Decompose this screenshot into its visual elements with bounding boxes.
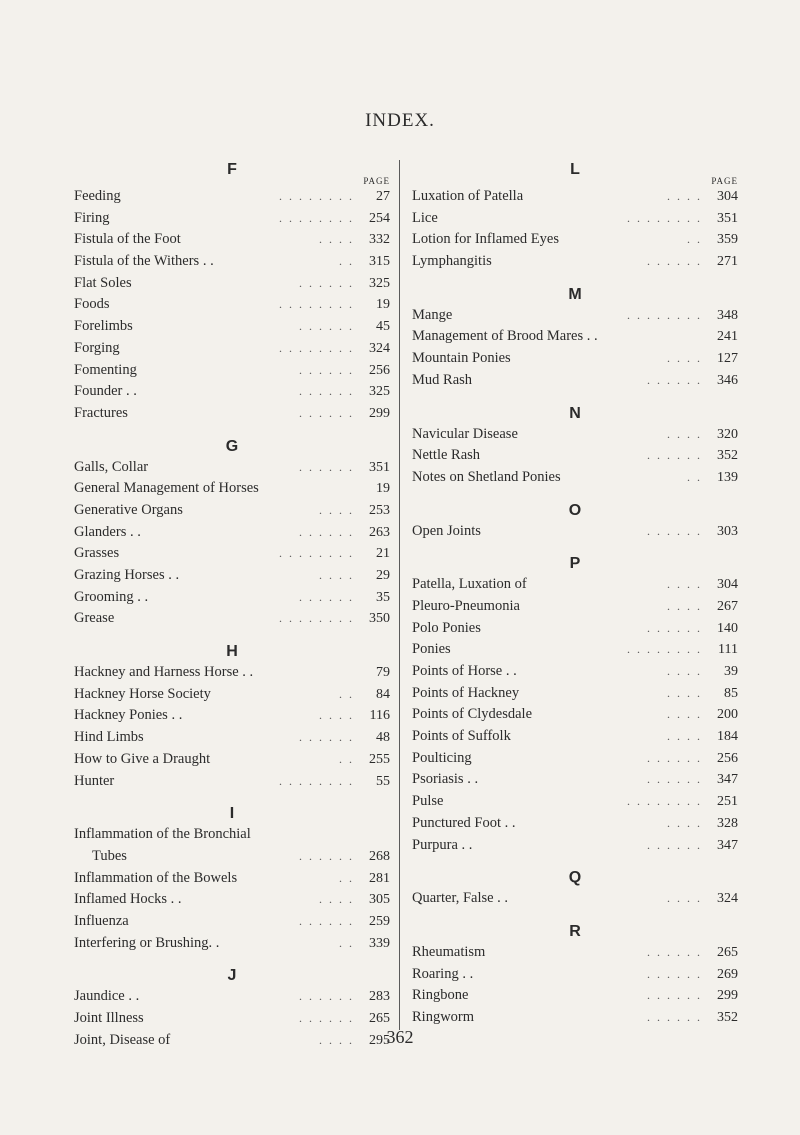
entry-name: Joint Illness: [74, 1010, 144, 1026]
index-entry: [412, 596, 738, 618]
entry-leader-dots: . . . . . .: [647, 944, 702, 959]
page-number: 362: [386, 1027, 414, 1047]
entry-page: 140: [717, 620, 738, 636]
entry-page: 19: [376, 297, 390, 313]
section-letter: G: [225, 437, 239, 455]
entry-leader-dots: . . . .: [319, 502, 354, 517]
entry-page: 269: [717, 966, 738, 982]
entry-page: 295: [369, 1032, 390, 1048]
index-section-p: [412, 554, 738, 856]
entry-page: 352: [717, 448, 738, 464]
section-letter: J: [227, 967, 237, 985]
entry-leader-dots: . . . .: [667, 891, 702, 906]
index-entry: [74, 294, 390, 316]
entry-name: Hackney Ponies . .: [74, 707, 183, 724]
index-entry: [74, 684, 390, 706]
index-entry: [74, 911, 390, 933]
entry-leader-dots: . .: [339, 935, 354, 950]
entry-name: Generative Organs: [74, 501, 183, 518]
entry-name: Jaundice . .: [74, 988, 140, 1005]
entry-leader-dots: . . . .: [667, 685, 702, 700]
index-entry: [74, 500, 390, 522]
index-entry: [74, 565, 390, 587]
entry-leader-dots: . . . . . .: [299, 848, 354, 863]
entry-name: Mange: [412, 306, 453, 323]
entry-page: 259: [369, 913, 390, 929]
entry-name: Hind Limbs: [74, 729, 144, 746]
index-entry: [74, 186, 390, 208]
entry-name: Hackney Horse Society: [74, 685, 211, 702]
entry-leader-dots: . . . . . .: [647, 837, 702, 852]
entry-leader-dots: . .: [339, 870, 354, 885]
entry-page: 253: [369, 502, 390, 518]
entry-leader-dots: . .: [687, 232, 702, 247]
index-entry: [412, 683, 738, 705]
entry-name: Glanders . .: [74, 523, 141, 540]
entry-name: Ponies: [412, 641, 451, 658]
entry-page: 346: [717, 372, 738, 388]
entry-page: 324: [717, 891, 738, 907]
index-entry: [412, 326, 738, 348]
entry-page: 27: [376, 189, 390, 204]
entry-page: 29: [376, 568, 390, 583]
index-entry: [412, 445, 738, 467]
entry-name: Points of Horse . .: [412, 663, 517, 679]
entry-page: 281: [369, 870, 390, 886]
index-entry: [412, 835, 738, 857]
index-entry: [412, 574, 738, 596]
entry-leader-dots: . . . .: [667, 729, 702, 744]
entry-name: Pulse: [412, 793, 444, 810]
entry-name: Mud Rash: [412, 371, 473, 388]
section-letter: F: [227, 161, 237, 178]
entry-leader-dots: . . . . . .: [299, 459, 354, 474]
index-entry: [412, 748, 738, 770]
entry-name: Patella, Luxation of: [412, 576, 527, 593]
entry-name: Forelimbs: [74, 318, 133, 335]
entry-name: Inflammation of the Bowels: [74, 869, 238, 886]
entry-page: 351: [369, 459, 390, 475]
index-entry: [412, 791, 738, 813]
entry-leader-dots: . .: [339, 254, 354, 269]
entry-page: 45: [376, 319, 390, 335]
entry-page: 116: [369, 708, 390, 724]
entry-page: 254: [369, 210, 390, 226]
section-letter: Q: [568, 869, 582, 887]
index-section-n: [412, 404, 738, 489]
section-letter: H: [226, 643, 238, 661]
index-section-o: [412, 501, 738, 543]
entry-leader-dots: . . . .: [667, 577, 702, 592]
entry-leader-dots: . . . . . .: [647, 1009, 702, 1024]
entry-page: 352: [717, 1009, 738, 1025]
column-divider: [399, 160, 400, 1030]
index-entry: [412, 521, 738, 543]
entry-page: 256: [369, 362, 390, 378]
entry-leader-dots: . . . . . .: [299, 730, 354, 745]
entry-page: 19: [376, 481, 390, 497]
entry-name: Feeding: [74, 188, 121, 204]
entry-name: Grazing Horses . .: [74, 567, 180, 583]
entry-name: Influenza: [74, 912, 129, 929]
entry-name: Fistula of the Foot: [74, 231, 181, 248]
index-entry: [74, 316, 390, 338]
entry-name: Ringworm: [412, 1008, 475, 1025]
entry-leader-dots: . . . .: [319, 708, 354, 723]
entry-page: 263: [369, 524, 390, 540]
entry-name: Lymphangitis: [412, 253, 492, 270]
entry-leader-dots: . . . . . .: [299, 913, 354, 928]
entry-leader-dots: . . . . . . . .: [279, 546, 354, 561]
entry-leader-dots: . . . . . .: [299, 405, 354, 420]
entry-leader-dots: . . . .: [667, 815, 702, 830]
index-section-h: [74, 642, 390, 792]
index-section-r: [412, 922, 738, 1029]
section-letter: N: [569, 404, 581, 422]
entry-leader-dots: . . . . . . . .: [627, 642, 702, 657]
entry-page: 304: [717, 189, 738, 204]
index-entry: [412, 618, 738, 640]
entry-name: Points of Clydesdale: [412, 706, 533, 723]
index-entry: [412, 208, 738, 230]
index-section-i: [74, 804, 390, 954]
entry-page: 347: [717, 772, 738, 788]
entry-name: Points of Hackney: [412, 684, 520, 701]
entry-leader-dots: . . . . . .: [647, 750, 702, 765]
entry-name: Fractures: [74, 404, 128, 421]
index-entry: [74, 360, 390, 382]
index-entry: [412, 251, 738, 273]
entry-page: 84: [376, 686, 390, 702]
index-entry: [412, 639, 738, 661]
entry-name: How to Give a Draught: [74, 750, 211, 767]
index-entry: [74, 403, 390, 425]
entry-page: 265: [717, 944, 738, 960]
entry-name: Joint, Disease of: [74, 1031, 171, 1048]
entry-name: Tubes: [92, 847, 127, 864]
entry-leader-dots: . . . .: [667, 707, 702, 722]
entry-leader-dots: . . . . . .: [647, 620, 702, 635]
entry-leader-dots: . . . . . . . .: [627, 794, 702, 809]
index-section-m: [412, 285, 738, 392]
entry-name: General Management of Horses: [74, 480, 259, 497]
index-entry: [74, 749, 390, 771]
entry-leader-dots: . . . . . . . .: [279, 297, 354, 312]
index-entry: [74, 933, 390, 955]
entry-page: 48: [376, 730, 390, 746]
entry-leader-dots: . . . . . .: [647, 372, 702, 387]
entry-name: Open Joints: [412, 522, 481, 539]
entry-name: Inflamed Hocks . .: [74, 891, 182, 908]
index-entry: [74, 846, 390, 868]
index-entry: [412, 769, 738, 791]
index-section-g: [74, 437, 390, 631]
entry-page: 39: [724, 664, 738, 679]
index-entry: [74, 381, 390, 403]
index-entry: [412, 964, 738, 986]
entry-page: 350: [369, 611, 390, 627]
entry-page: 139: [717, 469, 738, 485]
entry-page: 55: [376, 773, 390, 789]
entry-page: 348: [717, 307, 738, 323]
entry-page: 325: [369, 275, 390, 291]
entry-leader-dots: . .: [339, 686, 354, 701]
entry-name: Psoriasis . .: [412, 771, 479, 788]
entry-name: Flat Soles: [74, 274, 132, 291]
entry-page: 21: [376, 546, 390, 562]
entry-name: Mountain Ponies: [412, 350, 511, 367]
entry-name: Purpura . .: [412, 836, 473, 853]
entry-leader-dots: . . . . . .: [647, 448, 702, 463]
index-entry: [74, 478, 390, 500]
entry-name: Punctured Foot . .: [412, 814, 516, 831]
entry-name: Hackney and Harness Horse . .: [74, 664, 254, 681]
entry-leader-dots: . . . . . . . .: [279, 189, 354, 203]
index-entry: [412, 661, 738, 683]
entry-leader-dots: . . . . . .: [647, 523, 702, 538]
entry-name: Grease: [74, 610, 115, 627]
index-entry: [74, 608, 390, 630]
entry-name: Lice: [412, 209, 438, 226]
index-entry: [74, 889, 390, 911]
index-entry: [74, 229, 390, 251]
entry-name: Forging: [74, 339, 120, 356]
entry-leader-dots: . . . . . . . .: [627, 210, 702, 225]
entry-name: Pleuro-Pneumonia: [412, 597, 520, 614]
entry-page: 268: [369, 848, 390, 864]
entry-page: 332: [369, 232, 390, 248]
index-entry: [74, 457, 390, 479]
index-entry: [74, 208, 390, 230]
entry-leader-dots: . .: [339, 751, 354, 766]
entry-page: 265: [369, 1011, 390, 1026]
entry-leader-dots: . . . . . .: [647, 966, 702, 981]
entry-leader-dots: . . . .: [319, 232, 354, 247]
index-entry: [74, 705, 390, 727]
entry-page: 111: [718, 642, 738, 658]
entry-page: 325: [369, 384, 390, 400]
index-entry: [412, 305, 738, 327]
index-entry: [74, 662, 390, 684]
entry-name: Fistula of the Withers . .: [74, 253, 214, 270]
index-column-right: [412, 160, 738, 1029]
index-entry: [412, 370, 738, 392]
entry-leader-dots: . . . .: [667, 189, 702, 203]
entry-page: 351: [717, 210, 738, 226]
index-section-f: [74, 160, 390, 425]
index-section-l: [412, 160, 738, 273]
entry-leader-dots: . . . . . .: [647, 772, 702, 787]
entry-name: Grasses: [74, 545, 120, 562]
entry-name: Poulticing: [412, 749, 472, 766]
index-entry: [74, 824, 390, 846]
entry-leader-dots: . . . . . .: [647, 988, 702, 1003]
entry-name: Firing: [74, 209, 110, 226]
entry-page: 324: [369, 340, 390, 356]
index-entry: [412, 186, 738, 208]
entry-leader-dots: . . . . . .: [299, 524, 354, 539]
entry-leader-dots: . . . . . .: [299, 384, 354, 399]
entry-page: 347: [717, 837, 738, 853]
section-letter: P: [569, 555, 581, 573]
entry-leader-dots: . . . .: [667, 426, 702, 441]
section-letter: R: [569, 922, 581, 940]
index-entry: [74, 543, 390, 565]
index-section-q: [412, 868, 738, 910]
section-letter: M: [568, 285, 582, 303]
index-entry: [412, 348, 738, 370]
entry-name: Roaring . .: [412, 965, 474, 982]
entry-name: Hunter: [74, 772, 115, 789]
index-entry: [412, 704, 738, 726]
entry-page: 320: [717, 426, 738, 442]
entry-leader-dots: . . . . . . . .: [279, 773, 354, 788]
index-entry: [412, 229, 738, 251]
entry-leader-dots: . . . .: [667, 598, 702, 613]
entry-name: Founder . .: [74, 383, 137, 400]
entry-name: Foods: [74, 296, 110, 313]
index-entry: [74, 986, 390, 1008]
index-entry: [412, 424, 738, 446]
entry-name: Ringbone: [412, 987, 469, 1004]
entry-page: 267: [717, 598, 738, 614]
index-entry: [74, 273, 390, 295]
index-entry: [74, 522, 390, 544]
entry-leader-dots: . . . .: [319, 1032, 354, 1047]
page-column-header: PAGE: [711, 176, 738, 186]
entry-leader-dots: . . . . . .: [299, 275, 354, 290]
entry-page: 303: [717, 523, 738, 539]
entry-leader-dots: . . . .: [319, 568, 354, 582]
entry-page: 79: [376, 665, 390, 681]
index-entry: [412, 888, 738, 910]
section-letter: O: [568, 501, 582, 519]
index-entry: [412, 1007, 738, 1029]
entry-leader-dots: . . . . . .: [299, 319, 354, 334]
entry-page: 328: [717, 815, 738, 831]
entry-page: 35: [376, 589, 390, 605]
entry-page: 184: [717, 729, 738, 745]
entry-name: Inflammation of the Bronchial: [74, 826, 251, 843]
index-entry: [74, 338, 390, 360]
index-column-left: [74, 160, 390, 1051]
entry-leader-dots: . . . . . .: [647, 254, 702, 269]
entry-name: Interfering or Brushing. .: [74, 934, 220, 951]
entry-leader-dots: . . . . . .: [299, 989, 354, 1004]
entry-name: Luxation of Patella: [412, 188, 524, 204]
entry-page: 339: [369, 935, 390, 951]
entry-leader-dots: . .: [687, 469, 702, 484]
entry-page: 283: [369, 989, 390, 1005]
entry-leader-dots: . . . . . .: [299, 1011, 354, 1025]
entry-page: 359: [717, 232, 738, 248]
index-entry: [412, 467, 738, 489]
entry-leader-dots: . . . . . . . .: [279, 340, 354, 355]
entry-leader-dots: . . . . . . . .: [279, 210, 354, 225]
entry-name: Lotion for Inflamed Eyes: [412, 231, 559, 248]
entry-name: Fomenting: [74, 361, 137, 378]
entry-name: Quarter, False . .: [412, 890, 509, 907]
entry-page: 271: [717, 254, 738, 270]
entry-leader-dots: . . . .: [319, 892, 354, 907]
entry-leader-dots: . . . . . . . .: [279, 611, 354, 626]
entry-name: Nettle Rash: [412, 447, 481, 464]
entry-page: 255: [369, 751, 390, 767]
section-letter: I: [229, 805, 235, 823]
index-entry: [74, 587, 390, 609]
index-entry: [412, 942, 738, 964]
index-entry: [412, 813, 738, 835]
entry-name: Points of Suffolk: [412, 728, 511, 745]
entry-name: Galls, Collar: [74, 458, 149, 475]
page-title: INDEX.: [365, 110, 435, 131]
entry-leader-dots: . . . . . . . .: [627, 307, 702, 322]
entry-page: 251: [717, 794, 738, 810]
index-entry: [412, 726, 738, 748]
index-entry: [74, 251, 390, 273]
entry-name: Navicular Disease: [412, 425, 518, 442]
entry-page: 200: [717, 707, 738, 723]
entry-page: 256: [717, 750, 738, 766]
entry-leader-dots: . . . .: [667, 351, 702, 366]
index-entry: [412, 985, 738, 1007]
index-entry: [74, 771, 390, 793]
entry-leader-dots: . . . . . .: [299, 589, 354, 604]
entry-name: Polo Ponies: [412, 619, 481, 636]
entry-page: 299: [717, 988, 738, 1004]
index-entry: [74, 868, 390, 890]
entry-name: Rheumatism: [412, 943, 486, 960]
entry-page: 305: [369, 892, 390, 908]
entry-leader-dots: . . . .: [667, 664, 702, 678]
page-column-header: PAGE: [363, 176, 390, 186]
entry-page: 241: [717, 329, 738, 345]
entry-leader-dots: . . . . . .: [299, 362, 354, 377]
index-entry: [74, 727, 390, 749]
entry-name: Management of Brood Mares . .: [412, 328, 598, 345]
entry-page: 304: [717, 577, 738, 593]
entry-page: 299: [369, 405, 390, 421]
entry-page: 85: [724, 685, 738, 701]
entry-page: 127: [717, 351, 738, 367]
entry-name: Grooming . .: [74, 588, 149, 605]
section-letter: L: [570, 161, 580, 178]
entry-name: Notes on Shetland Ponies: [412, 468, 561, 485]
entry-page: 315: [369, 254, 390, 270]
